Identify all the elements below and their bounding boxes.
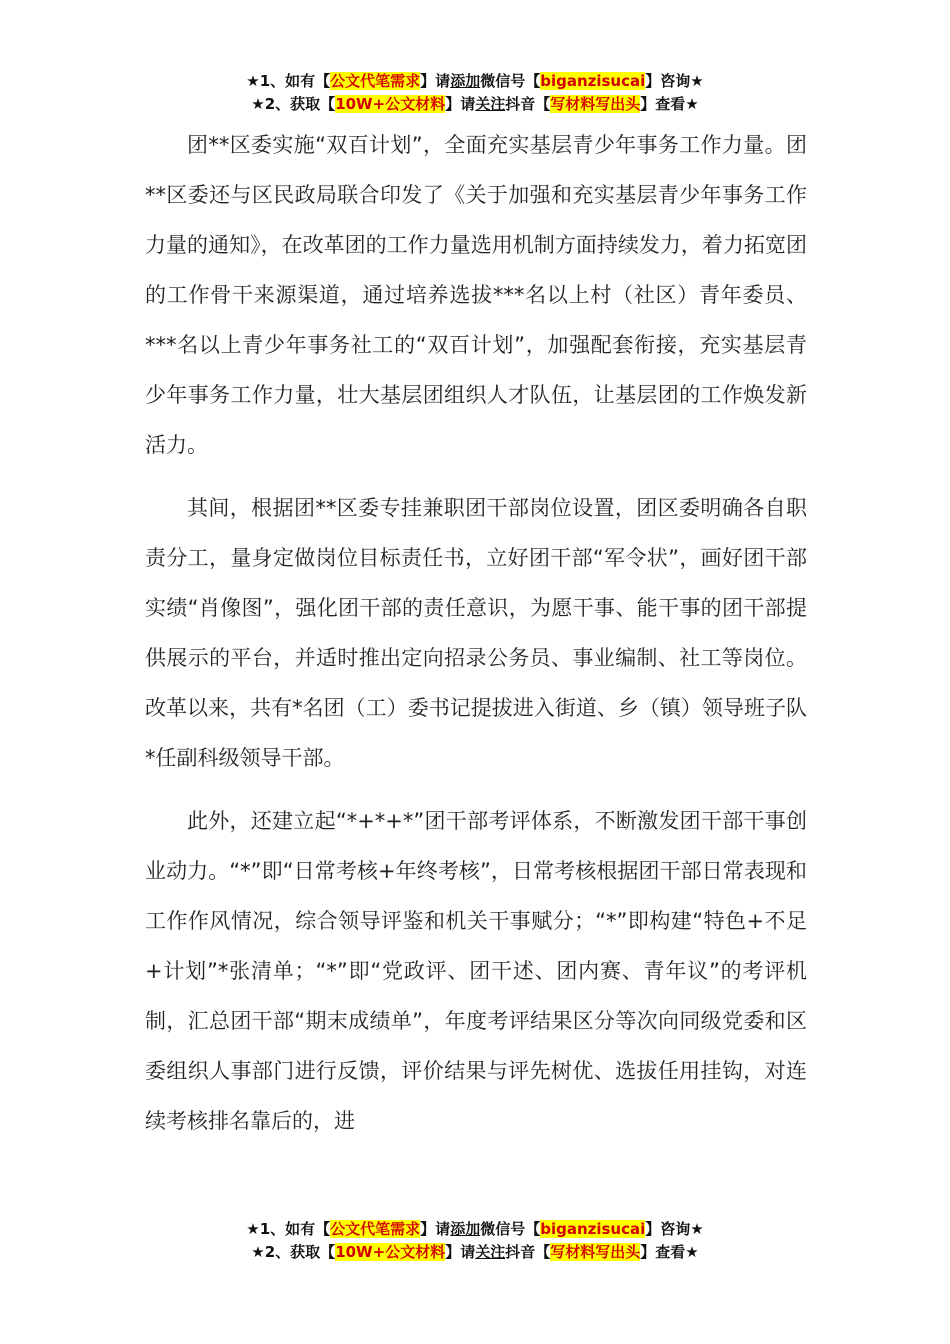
paragraph: 此外，还建立起“*+*+*”团干部考评体系，不断激发团干部干事创业动力。“*”即“日常考核+年终考核”，日常考核根据团干部日常表现和工作作风情况，综合领导评鉴和机关干事赋分；“*”即构建“特色+不足+计划”*张清单；“*”即“党政评、团干述、团内赛、青年议”的考评机制，汇总团干部“期末成绩单”，年度考评结果区分等次向同级党委和区委组织人事部门进行反馈，评价结果与评先树优、选拔任用挂钩，对连续考核排名靠后的，进 [145,809,807,1133]
paragraph: 团**区委实施“双百计划”，全面充实基层青少年事务工作力量。团**区委还与区民政局联合印发了《关于加强和充实基层青少年事务工作力量的通知》，在改革团的工作力量选用机制方面持续发力，着力拓宽团的工作骨干来源渠道，通过培养选拔***名以上村（社区）青年委员、***名以上青少年事务社工的“双百计划”，加强配套衔接，充实基层青少年事务工作力量，壮大基层团组织人才队伍，让基层团的工作焕发新活力。 [145,133,807,457]
highlight-service: 公文代笔需求 [330,72,421,90]
banner-line-2: ★2、获取【10W+公文材料】请关注抖音【写材料写出头】查看★ [251,1243,699,1261]
highlight-materials: 10W+公文材料 [335,1243,446,1261]
banner-line-2: ★2、获取【10W+公文材料】请关注抖音【写材料写出头】查看★ [251,95,699,113]
highlight-service: 公文代笔需求 [330,1220,421,1238]
banner-line-1: ★1、如有【公文代笔需求】请添加微信号【biganzisucai】咨询★ [246,1220,704,1238]
highlight-douyin: 写材料写出头 [550,1243,641,1261]
highlight-wechat-id: biganzisucai [540,1220,646,1238]
paragraph: 其间，根据团**区委专挂兼职团干部岗位设置，团区委明确各自职责分工，量身定做岗位目标责任书，立好团干部“军令状”，画好团干部实绩“肖像图”，强化团干部的责任意识，为愿干事、能干事的团干部提供展示的平台，并适时推出定向招录公务员、事业编制、社工等岗位。改革以来，共有*名团（工）委书记提拔进入街道、乡（镇）领导班子队*任副科级领导干部。 [145,496,807,770]
footer-banner [0,1218,950,1264]
highlight-douyin: 写材料写出头 [550,95,641,113]
highlight-materials: 10W+公文材料 [335,95,446,113]
header-banner [0,70,950,116]
document-body [145,120,807,1159]
banner-line-1: ★1、如有【公文代笔需求】请添加微信号【biganzisucai】咨询★ [246,72,704,90]
highlight-wechat-id: biganzisucai [540,72,646,90]
